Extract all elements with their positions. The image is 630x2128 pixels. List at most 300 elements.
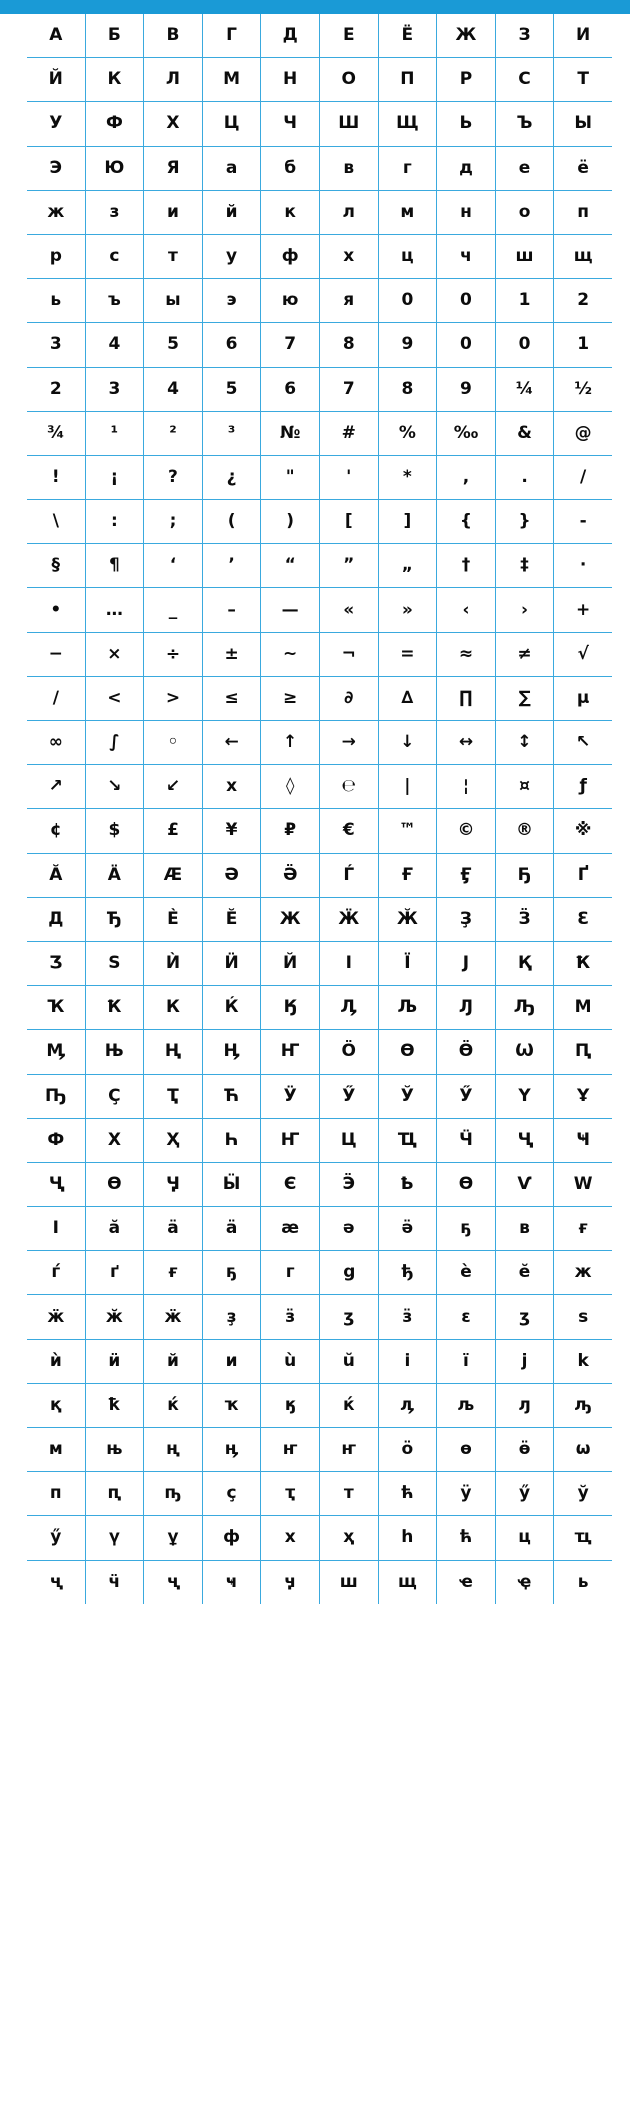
glyph-cell: « — [319, 588, 378, 632]
glyph-cell: п — [27, 1472, 85, 1516]
glyph-cell: > — [144, 676, 203, 720]
glyph-cell: х — [261, 1516, 320, 1560]
glyph-cell: ф — [261, 234, 320, 278]
glyph-row — [27, 1516, 612, 1560]
glyph-cell: µ — [554, 676, 612, 720]
glyph-row — [27, 1560, 612, 1604]
glyph-cell: ℮ — [319, 765, 378, 809]
glyph-row — [27, 853, 612, 897]
glyph-cell: ½ — [554, 367, 612, 411]
glyph-cell: ↑ — [261, 721, 320, 765]
glyph-cell: Ҟ — [85, 986, 144, 1030]
glyph-row — [27, 721, 612, 765]
glyph-cell: 0 — [495, 323, 554, 367]
glyph-cell: Ҍ — [378, 1162, 437, 1206]
glyph-cell: ù — [261, 1339, 320, 1383]
glyph-cell: Ю — [85, 146, 144, 190]
glyph-cell: 7 — [261, 323, 320, 367]
glyph-cell: Ӥ — [202, 941, 261, 985]
glyph-cell: Ұ — [554, 1074, 612, 1118]
glyph-cell: ◊ — [261, 765, 320, 809]
glyph-cell: Ы — [554, 102, 612, 146]
glyph-cell: ¼ — [495, 367, 554, 411]
glyph-cell: × — [85, 632, 144, 676]
glyph-cell: ∑ — [495, 676, 554, 720]
glyph-cell: ց — [319, 1251, 378, 1295]
glyph-cell: ӟ — [261, 1295, 320, 1339]
glyph-cell: Щ — [378, 102, 437, 146]
glyph-cell: Й — [261, 941, 320, 985]
glyph-cell: л — [319, 190, 378, 234]
glyph-cell: ҫ — [202, 1472, 261, 1516]
glyph-row — [27, 1030, 612, 1074]
glyph-cell: Ӄ — [261, 986, 320, 1030]
glyph-cell: Й — [27, 58, 85, 102]
glyph-cell: 0 — [437, 323, 496, 367]
glyph-cell: — — [261, 588, 320, 632]
glyph-cell: к — [261, 190, 320, 234]
glyph-cell: ӡ — [319, 1295, 378, 1339]
glyph-cell: ※ — [554, 809, 612, 853]
glyph-cell: 7 — [319, 367, 378, 411]
glyph-cell: с — [85, 234, 144, 278]
glyph-cell: ӥ — [85, 1339, 144, 1383]
glyph-cell: Ґ — [554, 853, 612, 897]
glyph-cell: Ф — [27, 1118, 85, 1162]
glyph-cell: ј — [495, 1339, 554, 1383]
glyph-cell: − — [27, 632, 85, 676]
glyph-cell: ҕ — [437, 1207, 496, 1251]
glyph-cell: ӡ — [495, 1295, 554, 1339]
glyph-cell: ÷ — [144, 632, 203, 676]
glyph-cell: ҥ — [261, 1428, 320, 1472]
glyph-cell: Ї — [378, 941, 437, 985]
glyph-cell: Ҷ — [495, 1118, 554, 1162]
glyph-cell: Ң — [144, 1030, 203, 1074]
glyph-cell: В — [144, 14, 203, 58]
glyph-cell: 3 — [27, 323, 85, 367]
glyph-cell: / — [554, 455, 612, 499]
glyph-cell: Ӛ — [261, 853, 320, 897]
glyph-row — [27, 986, 612, 1030]
glyph-cell: Ъ — [495, 102, 554, 146]
glyph-cell: Ҷ — [27, 1162, 85, 1206]
glyph-cell: х — [202, 765, 261, 809]
glyph-cell: ё — [554, 146, 612, 190]
glyph-row — [27, 14, 612, 58]
glyph-cell: Һ — [202, 1118, 261, 1162]
glyph-cell: й — [144, 1339, 203, 1383]
glyph-cell: Ӳ — [319, 1074, 378, 1118]
glyph-row — [27, 500, 612, 544]
glyph-row — [27, 588, 612, 632]
glyph-cell: Ѵ — [495, 1162, 554, 1206]
glyph-cell: Ө — [378, 1030, 437, 1074]
glyph-cell: # — [319, 411, 378, 455]
glyph-cell: Ԡ — [495, 986, 554, 1030]
glyph-cell: Ӆ — [319, 986, 378, 1030]
glyph-cell: т — [319, 1472, 378, 1516]
glyph-cell: г — [261, 1251, 320, 1295]
glyph-cell: ӫ — [495, 1428, 554, 1472]
glyph-cell: 5 — [202, 367, 261, 411]
glyph-cell: ∏ — [437, 676, 496, 720]
glyph-cell: ӳ — [27, 1516, 85, 1560]
glyph-cell: У — [27, 102, 85, 146]
glyph-cell: ө — [437, 1428, 496, 1472]
glyph-cell: · — [554, 544, 612, 588]
glyph-cell: ‰ — [437, 411, 496, 455]
glyph-cell: Ѕ — [85, 941, 144, 985]
glyph-cell: ԡ — [554, 1383, 612, 1427]
glyph-cell: З — [495, 14, 554, 58]
glyph-cell: Ӏ — [27, 1207, 85, 1251]
glyph-cell: г — [378, 146, 437, 190]
glyph-cell: , — [437, 455, 496, 499]
glyph-cell: . — [495, 455, 554, 499]
glyph-cell: § — [27, 544, 85, 588]
glyph-cell: ж — [554, 1251, 612, 1295]
glyph-cell: - — [554, 500, 612, 544]
glyph-cell: ы — [144, 279, 203, 323]
glyph-cell: { — [437, 500, 496, 544]
glyph-cell: ӆ — [378, 1383, 437, 1427]
glyph-cell: Ү — [495, 1074, 554, 1118]
glyph-cell: → — [319, 721, 378, 765]
glyph-cell: " — [261, 455, 320, 499]
glyph-cell: Д — [27, 897, 85, 941]
glyph-cell: ’ — [202, 544, 261, 588]
glyph-cell: Ӗ — [202, 897, 261, 941]
glyph-cell: а — [202, 146, 261, 190]
glyph-cell: 8 — [378, 367, 437, 411]
glyph-row — [27, 1162, 612, 1206]
glyph-cell: Ѳ — [437, 1162, 496, 1206]
glyph-cell: ҽ — [437, 1560, 496, 1604]
glyph-cell: ™ — [378, 809, 437, 853]
glyph-cell: Қ — [495, 941, 554, 985]
glyph-cell: П — [378, 58, 437, 102]
glyph-row — [27, 1207, 612, 1251]
glyph-cell: Ј — [437, 941, 496, 985]
glyph-cell: Ӵ — [437, 1118, 496, 1162]
glyph-cell: … — [85, 588, 144, 632]
glyph-cell: ѓ — [27, 1251, 85, 1295]
glyph-row — [27, 941, 612, 985]
glyph-cell: ҷ — [27, 1560, 85, 1604]
glyph-cell: з — [85, 190, 144, 234]
glyph-cell: Ӑ — [27, 853, 85, 897]
glyph-cell: √ — [554, 632, 612, 676]
glyph-cell: Ӊ — [202, 1030, 261, 1074]
glyph-cell: ŭ — [319, 1339, 378, 1383]
glyph-cell: м — [378, 190, 437, 234]
glyph-cell: К — [85, 58, 144, 102]
glyph-cell: ӄ — [261, 1383, 320, 1427]
glyph-cell: Ѐ — [144, 897, 203, 941]
glyph-cell: ѡ — [554, 1428, 612, 1472]
glyph-row — [27, 146, 612, 190]
glyph-cell: Д — [261, 14, 320, 58]
glyph-cell: ³ — [202, 411, 261, 455]
glyph-cell: И — [554, 14, 612, 58]
glyph-cell: Т — [554, 58, 612, 102]
glyph-row — [27, 455, 612, 499]
glyph-cell: © — [437, 809, 496, 853]
glyph-cell: ԥ — [85, 1472, 144, 1516]
glyph-cell: ҧ — [144, 1472, 203, 1516]
glyph-cell: } — [495, 500, 554, 544]
glyph-row — [27, 897, 612, 941]
glyph-cell: ҭ — [261, 1472, 320, 1516]
glyph-row — [27, 1472, 612, 1516]
glyph-cell: $ — [85, 809, 144, 853]
glyph-cell: Ә — [202, 853, 261, 897]
glyph-cell: \ — [27, 500, 85, 544]
glyph-cell: ѝ — [27, 1339, 85, 1383]
glyph-cell: ҵ — [554, 1516, 612, 1560]
glyph-cell: ҥ — [319, 1428, 378, 1472]
glyph-cell: ѐ — [437, 1251, 496, 1295]
glyph-row — [27, 544, 612, 588]
glyph-cell: Ҟ — [554, 941, 612, 985]
glyph-cell: Ҕ — [495, 853, 554, 897]
glyph-cell: = — [378, 632, 437, 676]
glyph-cell: † — [437, 544, 496, 588]
glyph-cell: ¥ — [202, 809, 261, 853]
glyph-cell: ) — [261, 500, 320, 544]
glyph-cell: Ѳ — [85, 1162, 144, 1206]
glyph-cell: ү — [85, 1516, 144, 1560]
glyph-cell: 3 — [85, 367, 144, 411]
glyph-cell: ; — [144, 500, 203, 544]
glyph-cell: ќ — [319, 1383, 378, 1427]
glyph-cell: Ф — [85, 102, 144, 146]
glyph-cell: р — [27, 234, 85, 278]
glyph-cell: ӱ — [437, 1472, 496, 1516]
glyph-cell: Ҡ — [27, 986, 85, 1030]
glyph-cell: й — [202, 190, 261, 234]
glyph-cell: ӵ — [85, 1560, 144, 1604]
glyph-cell: ц — [495, 1516, 554, 1560]
glyph-cell: Ђ — [85, 897, 144, 941]
glyph-cell: ↕ — [495, 721, 554, 765]
glyph-row — [27, 676, 612, 720]
glyph-cell: ↘ — [85, 765, 144, 809]
glyph-cell: Ӳ — [437, 1074, 496, 1118]
glyph-cell: Н — [261, 58, 320, 102]
glyph-cell: * — [378, 455, 437, 499]
glyph-row — [27, 1339, 612, 1383]
glyph-cell: Ж — [261, 897, 320, 941]
glyph-cell: Љ — [378, 986, 437, 1030]
glyph-row — [27, 1383, 612, 1427]
glyph-cell: Ҫ — [85, 1074, 144, 1118]
glyph-cell: ↔ — [437, 721, 496, 765]
glyph-cell: ¿ — [202, 455, 261, 499]
glyph-cell: љ — [437, 1383, 496, 1427]
glyph-cell: ќ — [144, 1383, 203, 1427]
accent-top-bar — [0, 0, 630, 14]
glyph-cell: 4 — [144, 367, 203, 411]
glyph-cell: ԓ — [495, 1383, 554, 1427]
glyph-cell: ҷ — [144, 1560, 203, 1604]
glyph-cell: ҙ — [202, 1295, 261, 1339]
glyph-cell: ӝ — [27, 1295, 85, 1339]
glyph-cell: ч — [437, 234, 496, 278]
glyph-cell: ∞ — [27, 721, 85, 765]
glyph-cell: Ҹ — [554, 1118, 612, 1162]
glyph-cell: ь — [27, 279, 85, 323]
glyph-cell: Р — [437, 58, 496, 102]
glyph-cell: ӂ — [85, 1295, 144, 1339]
glyph-cell: Ӎ — [27, 1030, 85, 1074]
glyph-cell: Х — [85, 1118, 144, 1162]
glyph-cell: Х — [144, 102, 203, 146]
glyph-cell: ф — [202, 1516, 261, 1560]
glyph-cell: ₽ — [261, 809, 320, 853]
glyph-cell: 0 — [378, 279, 437, 323]
glyph-cell: ¢ — [27, 809, 85, 853]
glyph-grid-body — [27, 14, 612, 1604]
glyph-cell: ← — [202, 721, 261, 765]
glyph-cell: › — [495, 588, 554, 632]
glyph-cell: – — [202, 588, 261, 632]
glyph-cell: k — [554, 1339, 612, 1383]
glyph-cell: Ӂ — [378, 897, 437, 941]
glyph-cell: ӧ — [378, 1428, 437, 1472]
glyph-cell: ◦ — [144, 721, 203, 765]
glyph-cell: ӌ — [261, 1560, 320, 1604]
glyph-cell: @ — [554, 411, 612, 455]
glyph-cell: Ӟ — [495, 897, 554, 941]
glyph-cell: ] — [378, 500, 437, 544]
glyph-cell: ↗ — [27, 765, 85, 809]
glyph-cell: 5 — [144, 323, 203, 367]
glyph-row — [27, 632, 612, 676]
glyph-cell: Ӕ — [144, 853, 203, 897]
glyph-cell: ѕ — [554, 1295, 612, 1339]
glyph-cell: • — [27, 588, 85, 632]
glyph-cell: 8 — [319, 323, 378, 367]
glyph-cell: ђ — [378, 1251, 437, 1295]
glyph-cell: ӑ — [85, 1207, 144, 1251]
glyph-cell: К — [144, 986, 203, 1030]
glyph-cell: ‡ — [495, 544, 554, 588]
glyph-cell: Г — [202, 14, 261, 58]
glyph-cell: ~ — [261, 632, 320, 676]
glyph-cell: ш — [319, 1560, 378, 1604]
glyph-cell: ћ — [378, 1472, 437, 1516]
glyph-cell: ¶ — [85, 544, 144, 588]
glyph-cell: ± — [202, 632, 261, 676]
glyph-row — [27, 190, 612, 234]
glyph-cell: ‘ — [144, 544, 203, 588]
glyph-cell: € — [319, 809, 378, 853]
glyph-cell: ю — [261, 279, 320, 323]
glyph-cell: ғ — [144, 1251, 203, 1295]
glyph-cell: ӊ — [202, 1428, 261, 1472]
glyph-row — [27, 58, 612, 102]
glyph-cell: ћ — [437, 1516, 496, 1560]
glyph-row — [27, 411, 612, 455]
glyph-cell: Ќ — [202, 986, 261, 1030]
glyph-cell: & — [495, 411, 554, 455]
glyph-cell: ↙ — [144, 765, 203, 809]
glyph-cell: д — [437, 146, 496, 190]
glyph-cell: Ҳ — [144, 1118, 203, 1162]
glyph-cell: ц — [378, 234, 437, 278]
glyph-cell: Ц — [319, 1118, 378, 1162]
glyph-cell: ! — [27, 455, 85, 499]
glyph-cell: ҹ — [202, 1560, 261, 1604]
glyph-cell: А — [27, 14, 85, 58]
glyph-cell: ӗ — [495, 1251, 554, 1295]
glyph-cell: Ў — [378, 1074, 437, 1118]
glyph-cell: ≈ — [437, 632, 496, 676]
glyph-cell: у — [202, 234, 261, 278]
glyph-cell: Ѓ — [319, 853, 378, 897]
glyph-cell: Ԑ — [554, 897, 612, 941]
glyph-cell: ң — [144, 1428, 203, 1472]
glyph-cell: о — [495, 190, 554, 234]
glyph-cell: в — [319, 146, 378, 190]
glyph-cell: Ё — [378, 14, 437, 58]
glyph-cell: Ӫ — [437, 1030, 496, 1074]
glyph-grid — [27, 14, 612, 1604]
glyph-cell: М — [202, 58, 261, 102]
glyph-cell: ɛ — [437, 1295, 496, 1339]
glyph-cell: ӓ — [202, 1207, 261, 1251]
glyph-row — [27, 367, 612, 411]
glyph-cell: ¹ — [85, 411, 144, 455]
glyph-cell: 4 — [85, 323, 144, 367]
glyph-cell: ӳ — [495, 1472, 554, 1516]
glyph-cell: “ — [261, 544, 320, 588]
glyph-cell: щ — [378, 1560, 437, 1604]
glyph-cell: қ — [27, 1383, 85, 1427]
glyph-cell: 6 — [202, 323, 261, 367]
glyph-cell: М — [554, 986, 612, 1030]
glyph-cell: Ҙ — [437, 897, 496, 941]
glyph-cell: э — [202, 279, 261, 323]
glyph-cell: Ԓ — [437, 986, 496, 1030]
glyph-cell: Ӡ — [27, 941, 85, 985]
glyph-row — [27, 809, 612, 853]
glyph-cell: 6 — [261, 367, 320, 411]
glyph-row — [27, 1074, 612, 1118]
glyph-cell: е — [495, 146, 554, 190]
glyph-cell: £ — [144, 809, 203, 853]
glyph-cell: Б — [85, 14, 144, 58]
glyph-row — [27, 765, 612, 809]
glyph-cell: Ҧ — [27, 1074, 85, 1118]
glyph-cell: 9 — [437, 367, 496, 411]
glyph-cell: Ӝ — [319, 897, 378, 941]
glyph-cell: ӟ — [378, 1295, 437, 1339]
glyph-grid-container — [0, 14, 630, 1604]
glyph-cell: : — [85, 500, 144, 544]
glyph-cell: Ҭ — [144, 1074, 203, 1118]
glyph-row — [27, 1428, 612, 1472]
glyph-cell: ҿ — [495, 1560, 554, 1604]
glyph-cell: Ѝ — [144, 941, 203, 985]
glyph-cell: ҕ — [202, 1251, 261, 1295]
glyph-cell: Ӓ — [85, 853, 144, 897]
glyph-cell: ї — [437, 1339, 496, 1383]
glyph-cell: Л — [144, 58, 203, 102]
glyph-cell: Њ — [85, 1030, 144, 1074]
